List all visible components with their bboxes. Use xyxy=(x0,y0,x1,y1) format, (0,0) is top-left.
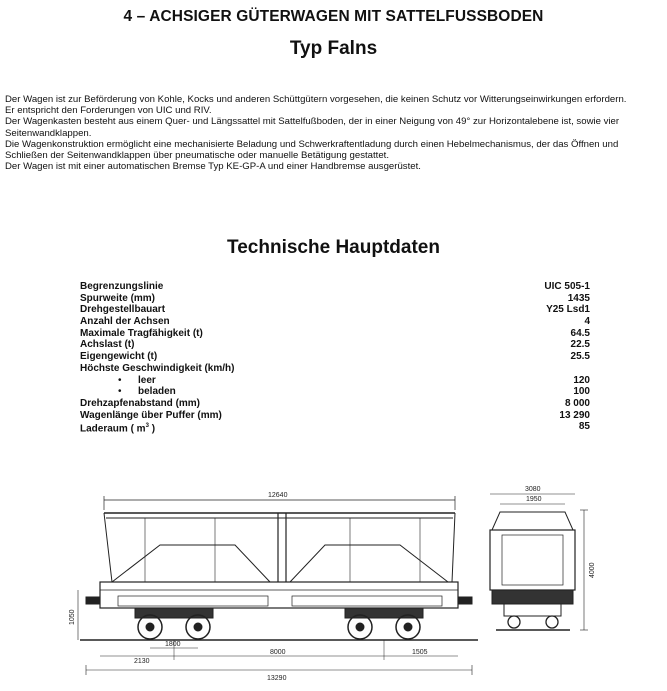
intro-paragraph: Er entspricht den Forderungen von UIC und RIV. xyxy=(5,105,212,117)
spec-value: 1435 xyxy=(567,292,590,304)
bogie-right xyxy=(345,608,423,639)
spec-row xyxy=(80,281,590,293)
spec-value: 120 xyxy=(573,374,590,386)
bullet-icon: • xyxy=(118,386,122,398)
spec-label: Spurweite (mm) xyxy=(80,292,156,304)
spec-label: leer xyxy=(138,374,156,386)
spec-label: Maximale Tragfähigkeit (t) xyxy=(80,327,203,339)
spec-label: Eigengewicht (t) xyxy=(80,351,158,363)
spec-value: 100 xyxy=(573,386,590,398)
specs-table xyxy=(80,281,590,433)
spec-label: Drehgestellbauart xyxy=(80,304,166,316)
unit-superscript: 3 xyxy=(145,423,149,430)
spec-row xyxy=(80,421,590,433)
spec-value: Y25 Lsd1 xyxy=(546,304,590,316)
dim-side-height: 1050 xyxy=(69,609,76,625)
spec-row xyxy=(80,328,590,340)
spec-value: 64.5 xyxy=(570,327,590,339)
dim-overhang-left: 2130 xyxy=(134,658,150,665)
document-subtitle: Typ Falns xyxy=(289,38,378,59)
intro-paragraph: Die Wagenkonstruktion ermöglicht eine mechanisierte Beladung und Schwerkraftentladung durch einen Hebelmechanismus, der das Öffnen und Schließen der Seitenwandklappen über pneumatische oder manuelle Betätigung gestattet. xyxy=(5,138,619,162)
spec-label: Anzahl der Achsen xyxy=(80,316,170,328)
dim-pivot-distance: 8000 xyxy=(270,649,286,656)
spec-row xyxy=(80,316,590,328)
spec-value: 22.5 xyxy=(570,339,590,351)
dim-overall-length: 13290 xyxy=(267,675,287,682)
bullet-icon: • xyxy=(118,374,122,386)
bogie-left xyxy=(135,608,213,639)
intro-paragraph: Der Wagenkasten besteht aus einem Quer- und Längssattel mit Sattelfußboden, der in einer Neigung von 49° zur Horizontalebene ist, sowie vier Seitenwandklappen. xyxy=(5,116,620,139)
spec-value: 13 290 xyxy=(559,409,590,421)
spec-label: Höchste Geschwindigkeit (km/h) xyxy=(80,362,235,374)
spec-label: Wagenlänge über Puffer (mm) xyxy=(80,409,222,421)
spec-value: 25.5 xyxy=(570,351,590,363)
spec-row xyxy=(80,398,590,410)
intro-paragraph: Der Wagen ist zur Beförderung von Kohle, Kocks und anderen Schüttgütern vorgesehen, die keinen Schutz vor Witterungseinwirkungen erfordern. xyxy=(5,94,627,105)
spec-label: beladen xyxy=(138,386,176,398)
spec-row xyxy=(80,386,590,398)
spec-value: 85 xyxy=(578,421,590,433)
spec-label: Begrenzungslinie xyxy=(80,281,164,292)
spec-value xyxy=(530,363,590,375)
intro-paragraph: Der Wagen ist mit einer automatischen Bremse Typ KE-GP-A und einer Handbremse ausgerüstet. xyxy=(5,161,421,173)
spec-row xyxy=(80,410,590,422)
dim-end-width-outer: 3080 xyxy=(525,486,541,493)
spec-row xyxy=(80,304,590,316)
wagon-drawing xyxy=(0,470,667,688)
spec-row xyxy=(80,375,590,387)
dim-end-width-inner: 1950 xyxy=(526,496,542,503)
end-view xyxy=(490,494,588,630)
spec-row xyxy=(80,293,590,305)
spec-value: 8 000 xyxy=(564,397,590,409)
spec-row xyxy=(80,363,590,375)
spec-row xyxy=(80,339,590,351)
dim-end-height: 4000 xyxy=(589,562,596,578)
unit-close: ) xyxy=(148,423,156,435)
dim-side-top-length: 12640 xyxy=(268,492,288,499)
specs-title: Technische Hauptdaten xyxy=(227,237,440,258)
spec-label: Achslast (t) xyxy=(80,339,135,351)
spec-value: 4 xyxy=(584,316,590,328)
document-title: 4 – ACHSIGER GÜTERWAGEN MIT SATTELFUSSBODEN xyxy=(123,8,544,25)
spec-row xyxy=(80,351,590,363)
dim-overhang-right: 1505 xyxy=(412,649,428,656)
spec-label: Drehzapfenabstand (mm) xyxy=(80,397,201,409)
dim-bogie-wheelbase: 1800 xyxy=(165,641,181,648)
intro-text xyxy=(5,94,657,172)
spec-label: Laderaum ( m xyxy=(80,423,146,435)
spec-value: UIC 505-1 xyxy=(544,281,590,292)
